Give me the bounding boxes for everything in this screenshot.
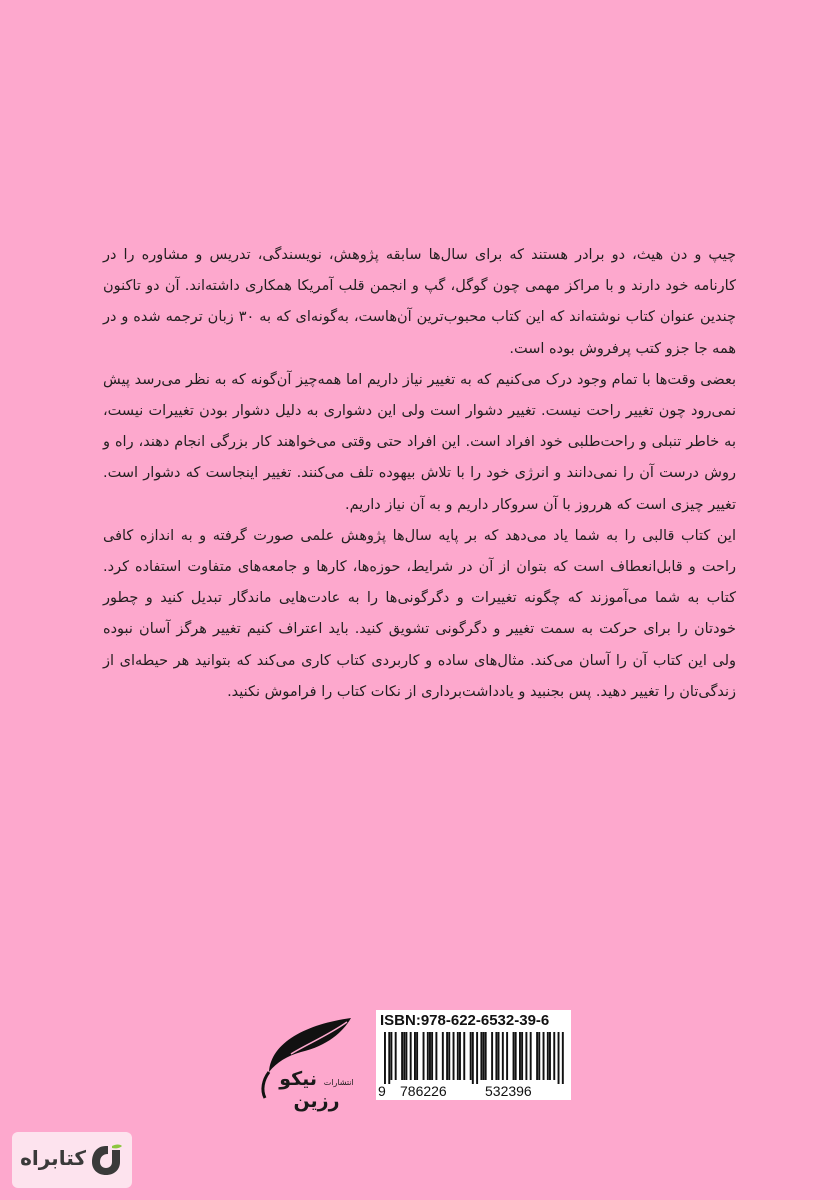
app-name: کتابراه bbox=[20, 1146, 86, 1170]
publisher-name bbox=[259, 1068, 374, 1112]
paragraph-change: بعضی وقت‌ها با تمام وجود درک می‌کنیم که به تغییر نیاز داریم اما همه‌چیز آن‌گونه که به نظر می‌رسد پیش نمی‌رود چون تغییر راحت نیست. تغییر دشوار است ولی این دشواری به دلیل دشوار بودن تغییرات نیست، به خاطر تنبلی و راحت‌طلبی خود افراد است. این افراد حتی وقتی می‌خواهند کار بزرگی انجام دهند، راه و روش درست آن را نمی‌دانند و انرژی خود را با تلاش بیهوده تلف می‌کنند. تغییر اینجاست که دشوار است. تغییر چیزی است که هرروز با آن سروکار داریم و به آن نیاز داریم. bbox=[103, 371, 736, 513]
paragraph-authors: چیپ و دن هیث، دو برادر هستند که برای سال‌ها سابقه پژوهش، نویسندگی، تدریس و مشاوره را در کارنامه خود دارند و با مراکز مهمی چون گوگل، گپ و انجمن قلب آمریکا همکاری داشته‌اند. آن دو تاکنون چندین عنوان کتاب نوشته‌اند که این کتاب محبوب‌ترین آن‌هاست، به‌گونه‌ای که به ۳۰ زبان ترجمه شده و در همه جا جزو کتب پرفروش بوده است. bbox=[103, 247, 736, 357]
back-cover-blurb bbox=[103, 240, 736, 708]
publisher-prefix: انتشارات bbox=[323, 1078, 354, 1087]
paragraph-book: این کتاب قالبی را به شما یاد می‌دهد که بر پایه سال‌ها پژوهش علمی صورت گرفته و به اندازه کافی راحت و قابل‌انعطاف است که بتوان از آن در شرایط، حوزه‌ها، کارها و جامعه‌های متفاوت استفاده کرد. کتاب به شما می‌آموزند که چگونه تغییرات و دگرگونی‌ها را به عادت‌هایی ماندگار تبدیل کنید و چطور خودتان را برای حرکت به سمت تغییر و دگرگونی تشویق کنید. باید اعتراف کنیم تغییر هرگز آسان نبوده ولی این کتاب آن را آسان می‌کند. مثال‌های ساده و کاربردی کتاب کاری می‌کند که بتوانید هر حیطه‌ای از زندگی‌تان را تغییر دهید. پس بجنبید و یادداشت‌برداری از نکات کتاب را فراموش نکنید. bbox=[103, 527, 736, 700]
app-badge bbox=[12, 1132, 132, 1188]
publisher-title: نیکو رزین bbox=[279, 1068, 340, 1112]
barcode-bars bbox=[384, 1032, 564, 1084]
barcode-first-digit: 9 bbox=[378, 1083, 386, 1099]
app-logo-icon bbox=[88, 1142, 124, 1178]
isbn-label: ISBN:978-622-6532-39-6 bbox=[380, 1012, 550, 1029]
publisher-logo bbox=[247, 1010, 377, 1112]
isbn-barcode bbox=[376, 1010, 571, 1100]
barcode-left-digits: 786226 bbox=[400, 1083, 447, 1099]
barcode-right-digits: 532396 bbox=[485, 1083, 532, 1099]
